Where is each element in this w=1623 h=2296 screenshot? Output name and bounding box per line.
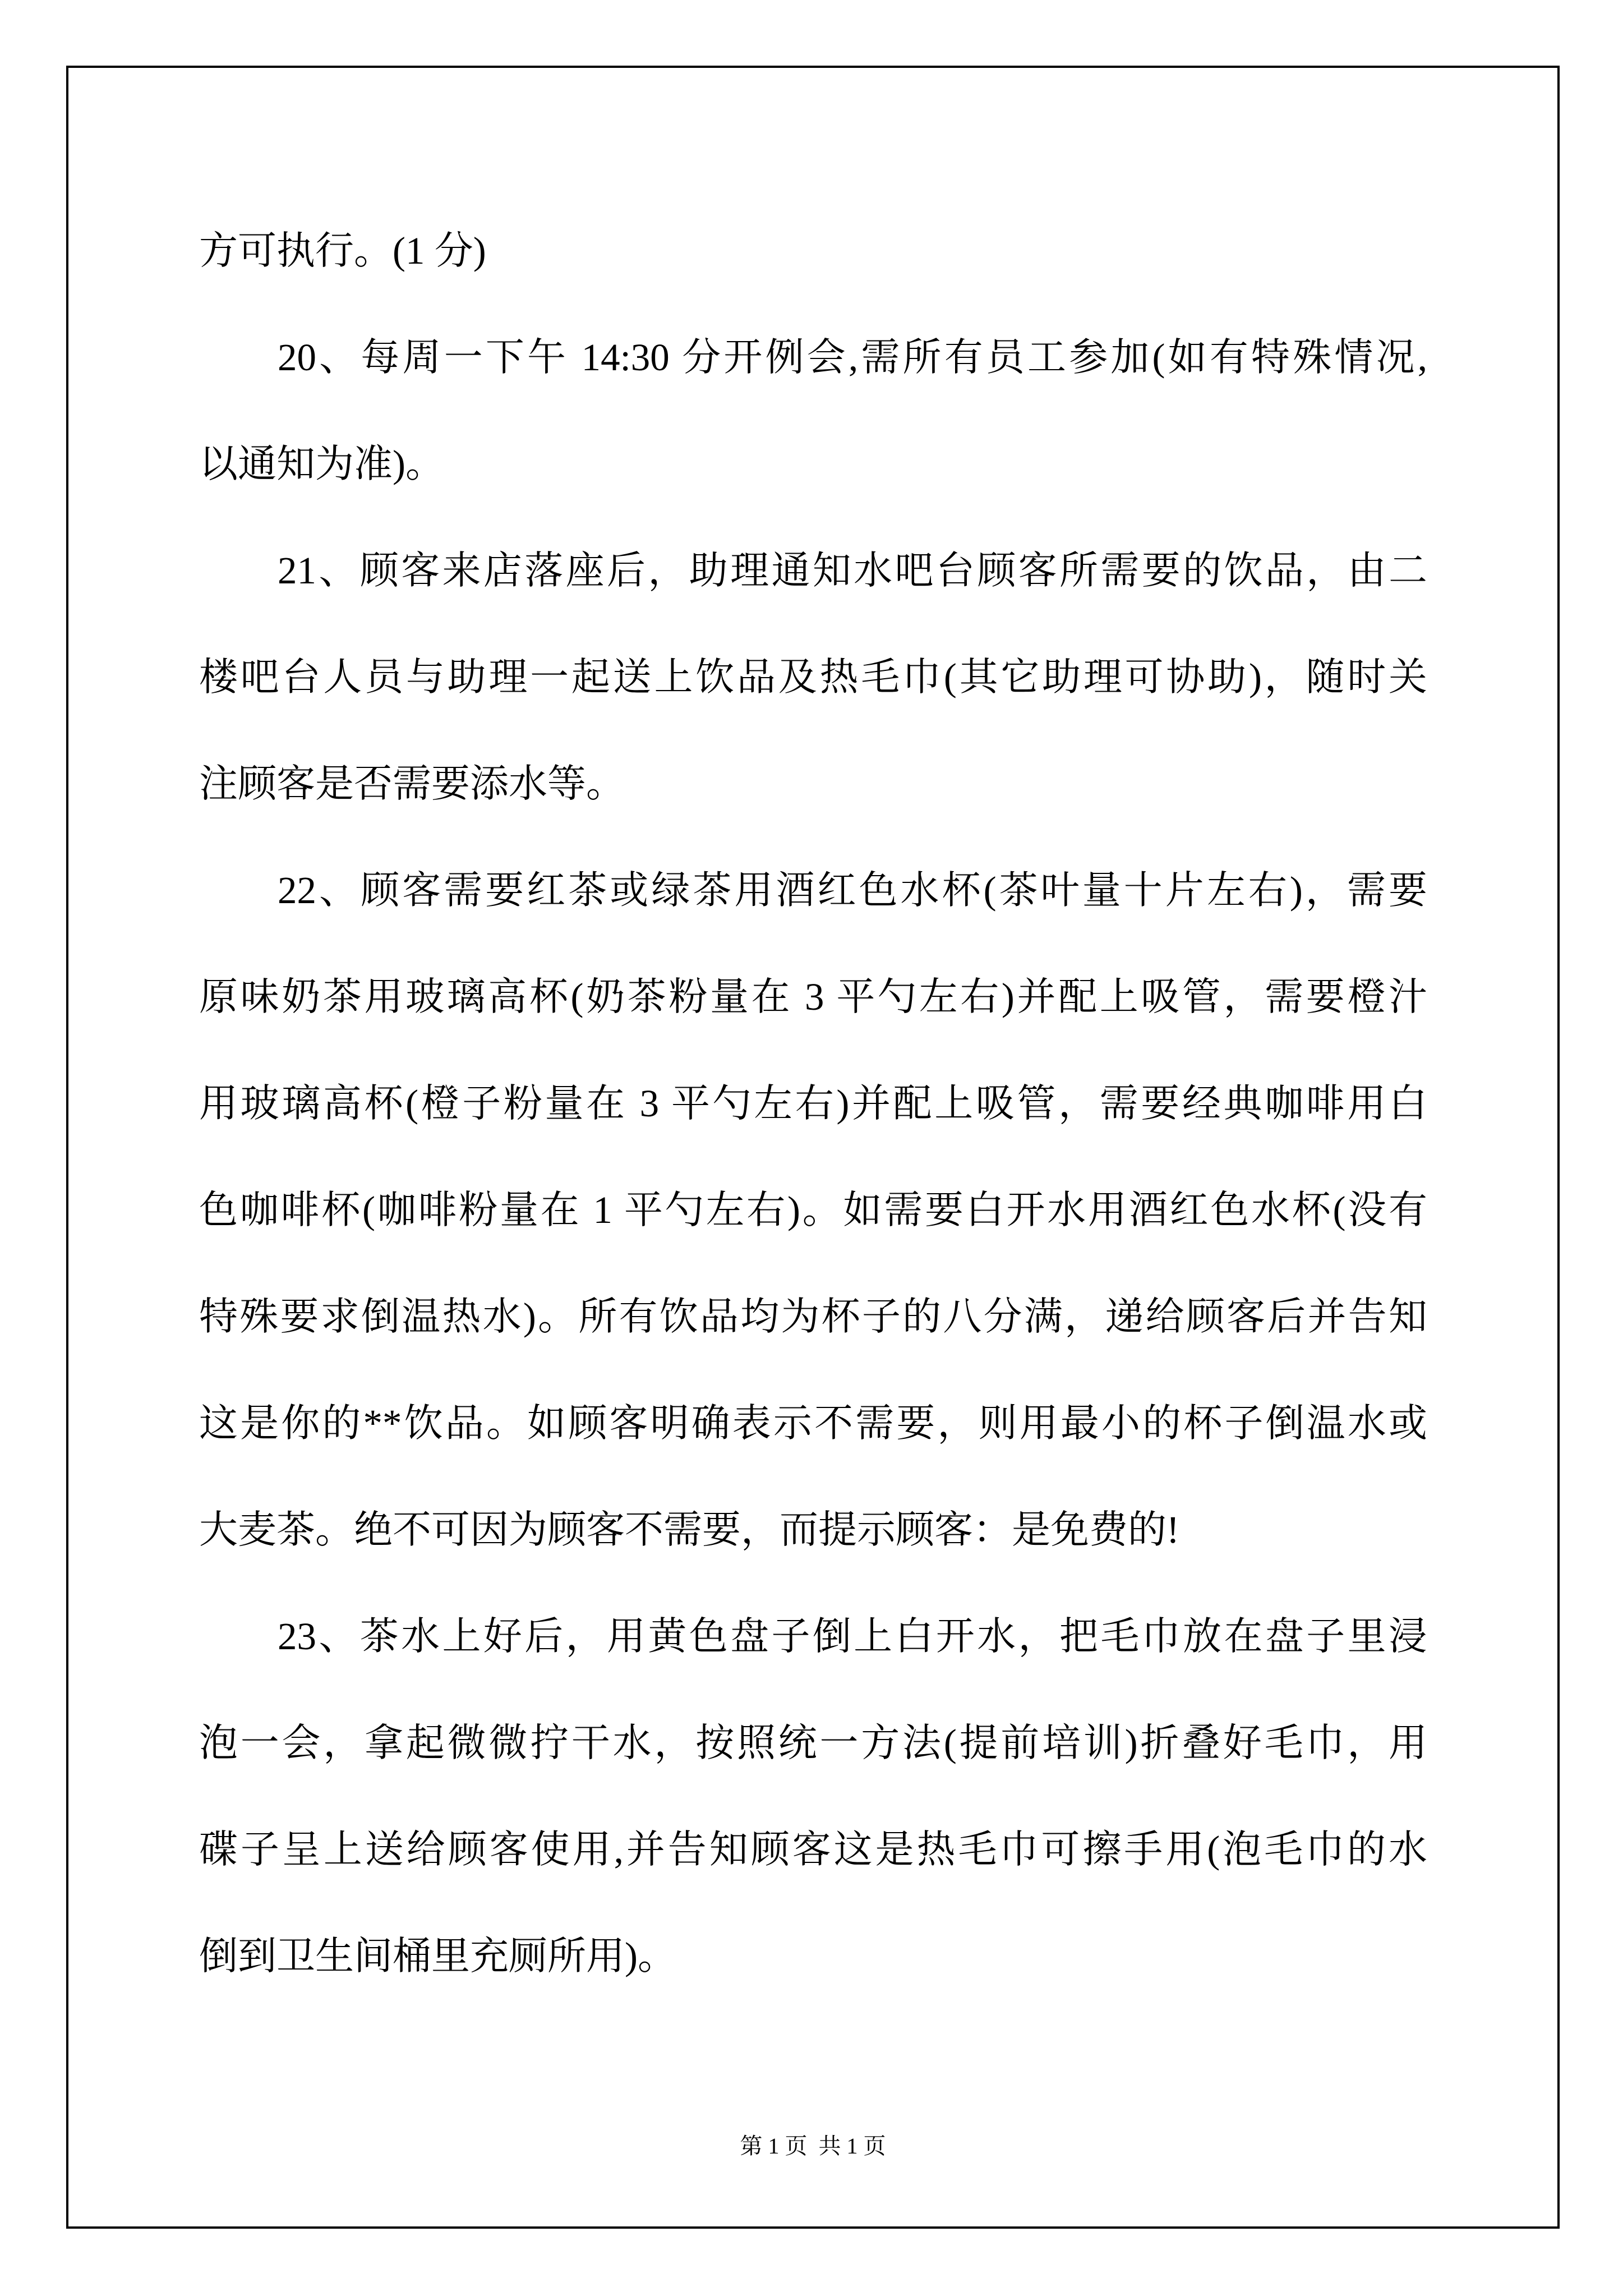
document-line: 楼吧台人员与助理一起送上饮品及热毛巾(其它助理可协助)，随时关 — [199, 656, 1427, 698]
document-line: 23、茶水上好后，用黄色盘子倒上白开水，把毛巾放在盘子里浸 — [278, 1615, 1427, 1658]
document-line: 注顾客是否需要添水等。 — [199, 762, 625, 805]
document-line: 碟子呈上送给顾客使用,并告知顾客这是热毛巾可擦手用(泡毛巾的水 — [199, 1828, 1427, 1871]
page-border-frame — [66, 66, 1560, 2229]
document-line: 大麦茶。绝不可因为顾客不需要，而提示顾客：是免费的! — [199, 1508, 1179, 1551]
document-line: 21、顾客来店落座后，助理通知水吧台顾客所需要的饮品，由二 — [278, 549, 1427, 592]
document-body — [199, 197, 1427, 2009]
page-footer: 第 1 页 共 1 页 — [740, 2133, 886, 2159]
document-line: 原味奶茶用玻璃高杯(奶茶粉量在 3 平勺左右)并配上吸管，需要橙汁 — [199, 976, 1427, 1018]
document-line: 这是你的**饮品。如顾客明确表示不需要，则用最小的杯子倒温水或 — [199, 1402, 1427, 1444]
document-line: 22、顾客需要红茶或绿茶用酒红色水杯(茶叶量十片左右)，需要 — [278, 869, 1427, 912]
document-line: 以通知为准)。 — [199, 443, 444, 485]
document-line: 特殊要求倒温热水)。所有饮品均为杯子的八分满，递给顾客后并告知 — [199, 1295, 1427, 1338]
document-line: 倒到卫生间桶里充厕所用)。 — [199, 1935, 676, 1977]
document-line: 用玻璃高杯(橙子粉量在 3 平勺左右)并配上吸管，需要经典咖啡用白 — [199, 1082, 1427, 1125]
document-line: 20、每周一下午 14:30 分开例会,需所有员工参加(如有特殊情况, — [278, 336, 1427, 379]
document-line: 方可执行。(1 分) — [199, 229, 486, 272]
document-line: 色咖啡杯(咖啡粉量在 1 平勺左右)。如需要白开水用酒红色水杯(没有 — [199, 1189, 1427, 1231]
document-line: 泡一会，拿起微微拧干水，按照统一方法(提前培训)折叠好毛巾，用 — [199, 1722, 1427, 1764]
